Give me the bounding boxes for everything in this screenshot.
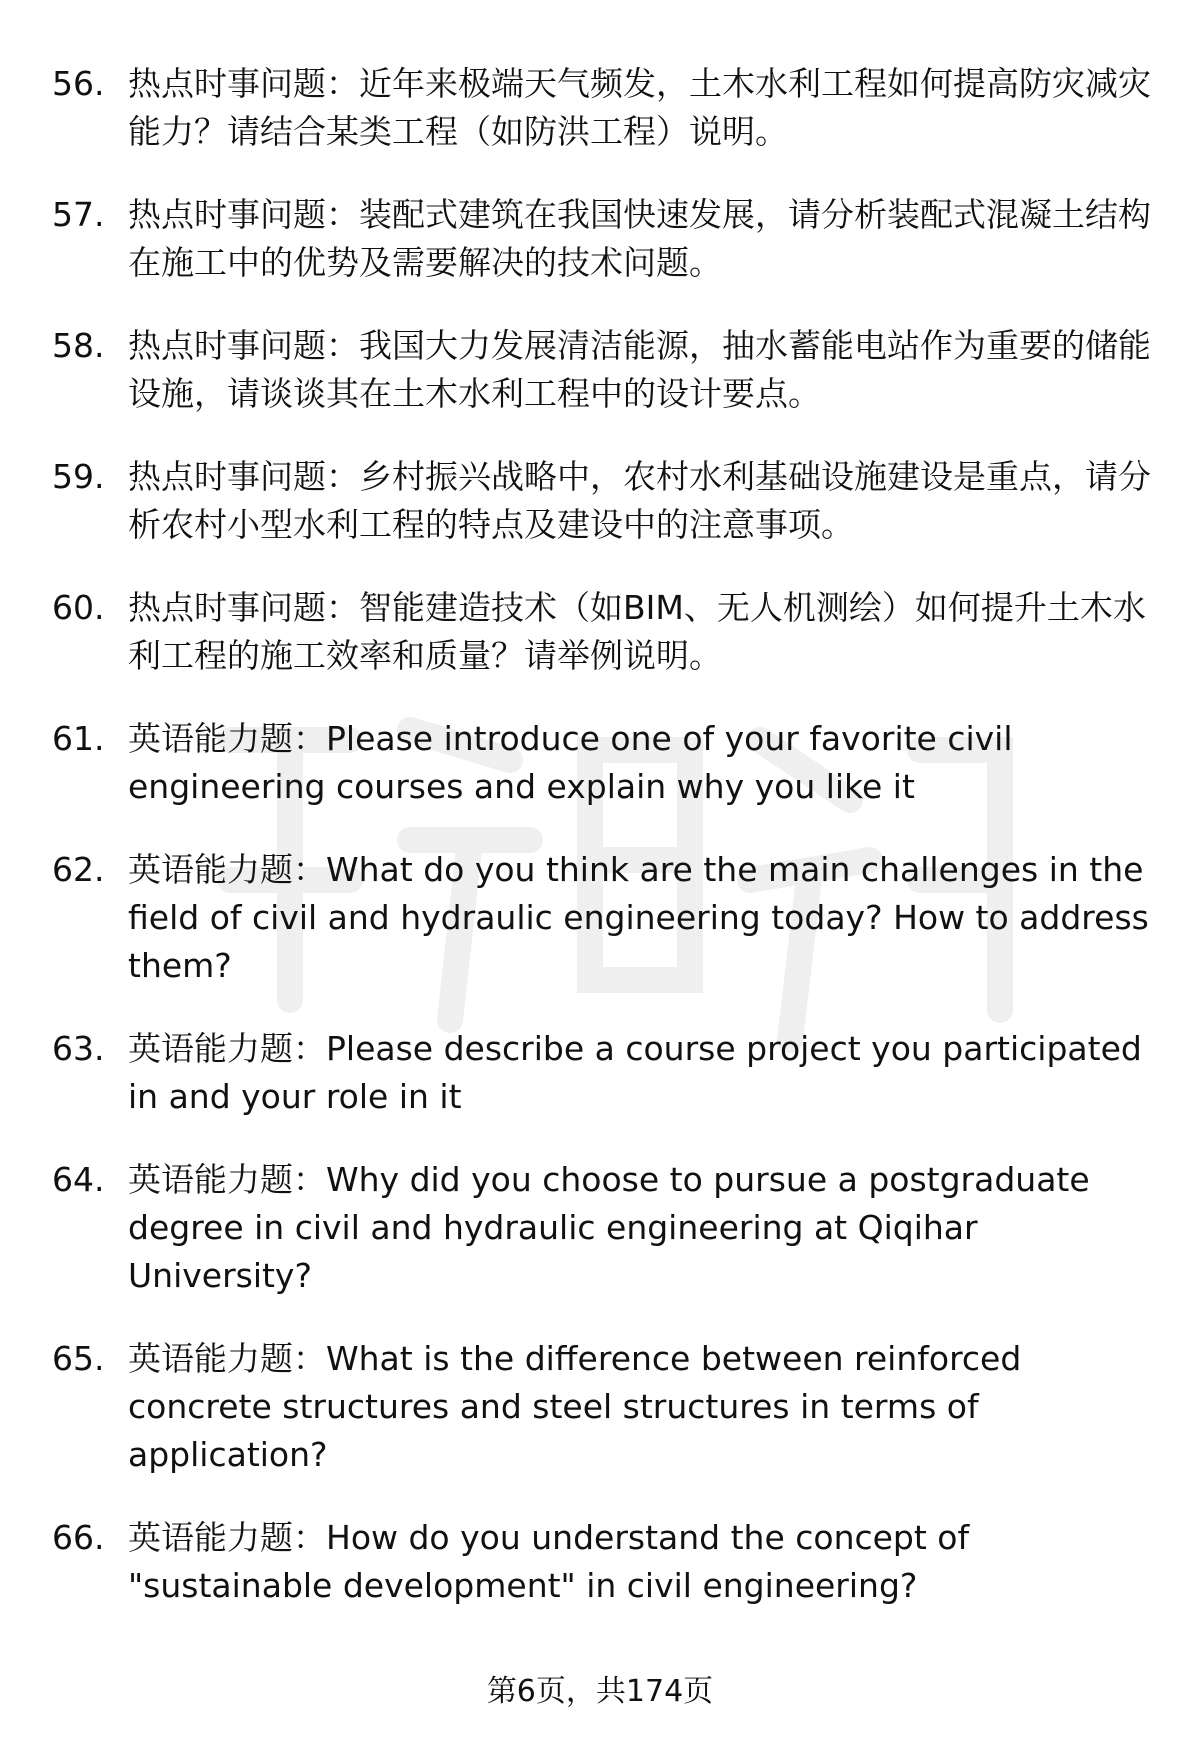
page-footer: 第6页，共174页 bbox=[486, 1674, 714, 1709]
question-number: 56. bbox=[52, 64, 105, 103]
question-item bbox=[52, 60, 1152, 156]
question-item bbox=[52, 846, 1152, 990]
question-category: 英语能力题： bbox=[128, 850, 326, 889]
question-number: 60. bbox=[52, 588, 105, 627]
question-text: Please describe a course project you participated in and your role in it bbox=[128, 1029, 1142, 1116]
question-item bbox=[52, 453, 1152, 549]
question-body bbox=[128, 1156, 1152, 1300]
question-number: 65. bbox=[52, 1339, 105, 1378]
question-category: 热点时事问题： bbox=[128, 588, 359, 627]
question-number: 62. bbox=[52, 850, 105, 889]
question-category: 英语能力题： bbox=[128, 1518, 326, 1557]
question-item bbox=[52, 191, 1152, 287]
question-item bbox=[52, 1514, 1152, 1610]
question-body bbox=[128, 715, 1152, 811]
question-category: 英语能力题： bbox=[128, 1339, 326, 1378]
question-text: Why did you choose to pursue a postgraduate degree in civil and hydraulic engineering at Qiqihar University? bbox=[128, 1160, 1090, 1295]
question-number: 58. bbox=[52, 326, 105, 365]
question-body bbox=[128, 584, 1152, 680]
question-category: 热点时事问题： bbox=[128, 457, 359, 496]
question-item bbox=[52, 1156, 1152, 1300]
question-item bbox=[52, 1335, 1152, 1479]
question-number: 64. bbox=[52, 1160, 105, 1199]
question-item bbox=[52, 1025, 1152, 1121]
question-category: 英语能力题： bbox=[128, 719, 326, 758]
question-body bbox=[128, 1025, 1152, 1121]
question-text: 我国大力发展清洁能源，抽水蓄能电站作为重要的储能设施，请谈谈其在土木水利工程中的设计要点。 bbox=[128, 326, 1151, 413]
question-category: 热点时事问题： bbox=[128, 195, 359, 234]
question-body bbox=[128, 453, 1152, 549]
question-body bbox=[128, 1514, 1152, 1610]
question-body bbox=[128, 60, 1152, 156]
question-number: 63. bbox=[52, 1029, 105, 1068]
question-body bbox=[128, 322, 1152, 418]
question-number: 61. bbox=[52, 719, 105, 758]
question-text: Please introduce one of your favorite civil engineering courses and explain why you like it bbox=[128, 719, 1013, 806]
question-text: How do you understand the concept of "sustainable development" in civil engineering? bbox=[128, 1518, 970, 1605]
question-list bbox=[52, 60, 1152, 1645]
question-body bbox=[128, 191, 1152, 287]
question-item bbox=[52, 584, 1152, 680]
question-body bbox=[128, 846, 1152, 990]
question-item bbox=[52, 322, 1152, 418]
question-category: 英语能力题： bbox=[128, 1029, 326, 1068]
question-number: 57. bbox=[52, 195, 105, 234]
question-body bbox=[128, 1335, 1152, 1479]
question-category: 英语能力题： bbox=[128, 1160, 326, 1199]
question-text: 近年来极端天气频发，土木水利工程如何提高防灾减灾能力？请结合某类工程（如防洪工程）说明。 bbox=[128, 64, 1151, 151]
question-text: What do you think are the main challenges in the field of civil and hydraulic engineering today? How to address them? bbox=[128, 850, 1149, 985]
question-text: 装配式建筑在我国快速发展，请分析装配式混凝土结构在施工中的优势及需要解决的技术问题。 bbox=[128, 195, 1151, 282]
question-number: 59. bbox=[52, 457, 105, 496]
question-text: 智能建造技术（如BIM、无人机测绘）如何提升土木水利工程的施工效率和质量？请举例说明。 bbox=[128, 588, 1146, 675]
question-category: 热点时事问题： bbox=[128, 326, 359, 365]
question-number: 66. bbox=[52, 1518, 105, 1557]
question-text: What is the difference between reinforced concrete structures and steel structures in terms of application? bbox=[128, 1339, 1022, 1474]
question-item bbox=[52, 715, 1152, 811]
question-category: 热点时事问题： bbox=[128, 64, 359, 103]
question-text: 乡村振兴战略中，农村水利基础设施建设是重点，请分析农村小型水利工程的特点及建设中的注意事项。 bbox=[128, 457, 1151, 544]
